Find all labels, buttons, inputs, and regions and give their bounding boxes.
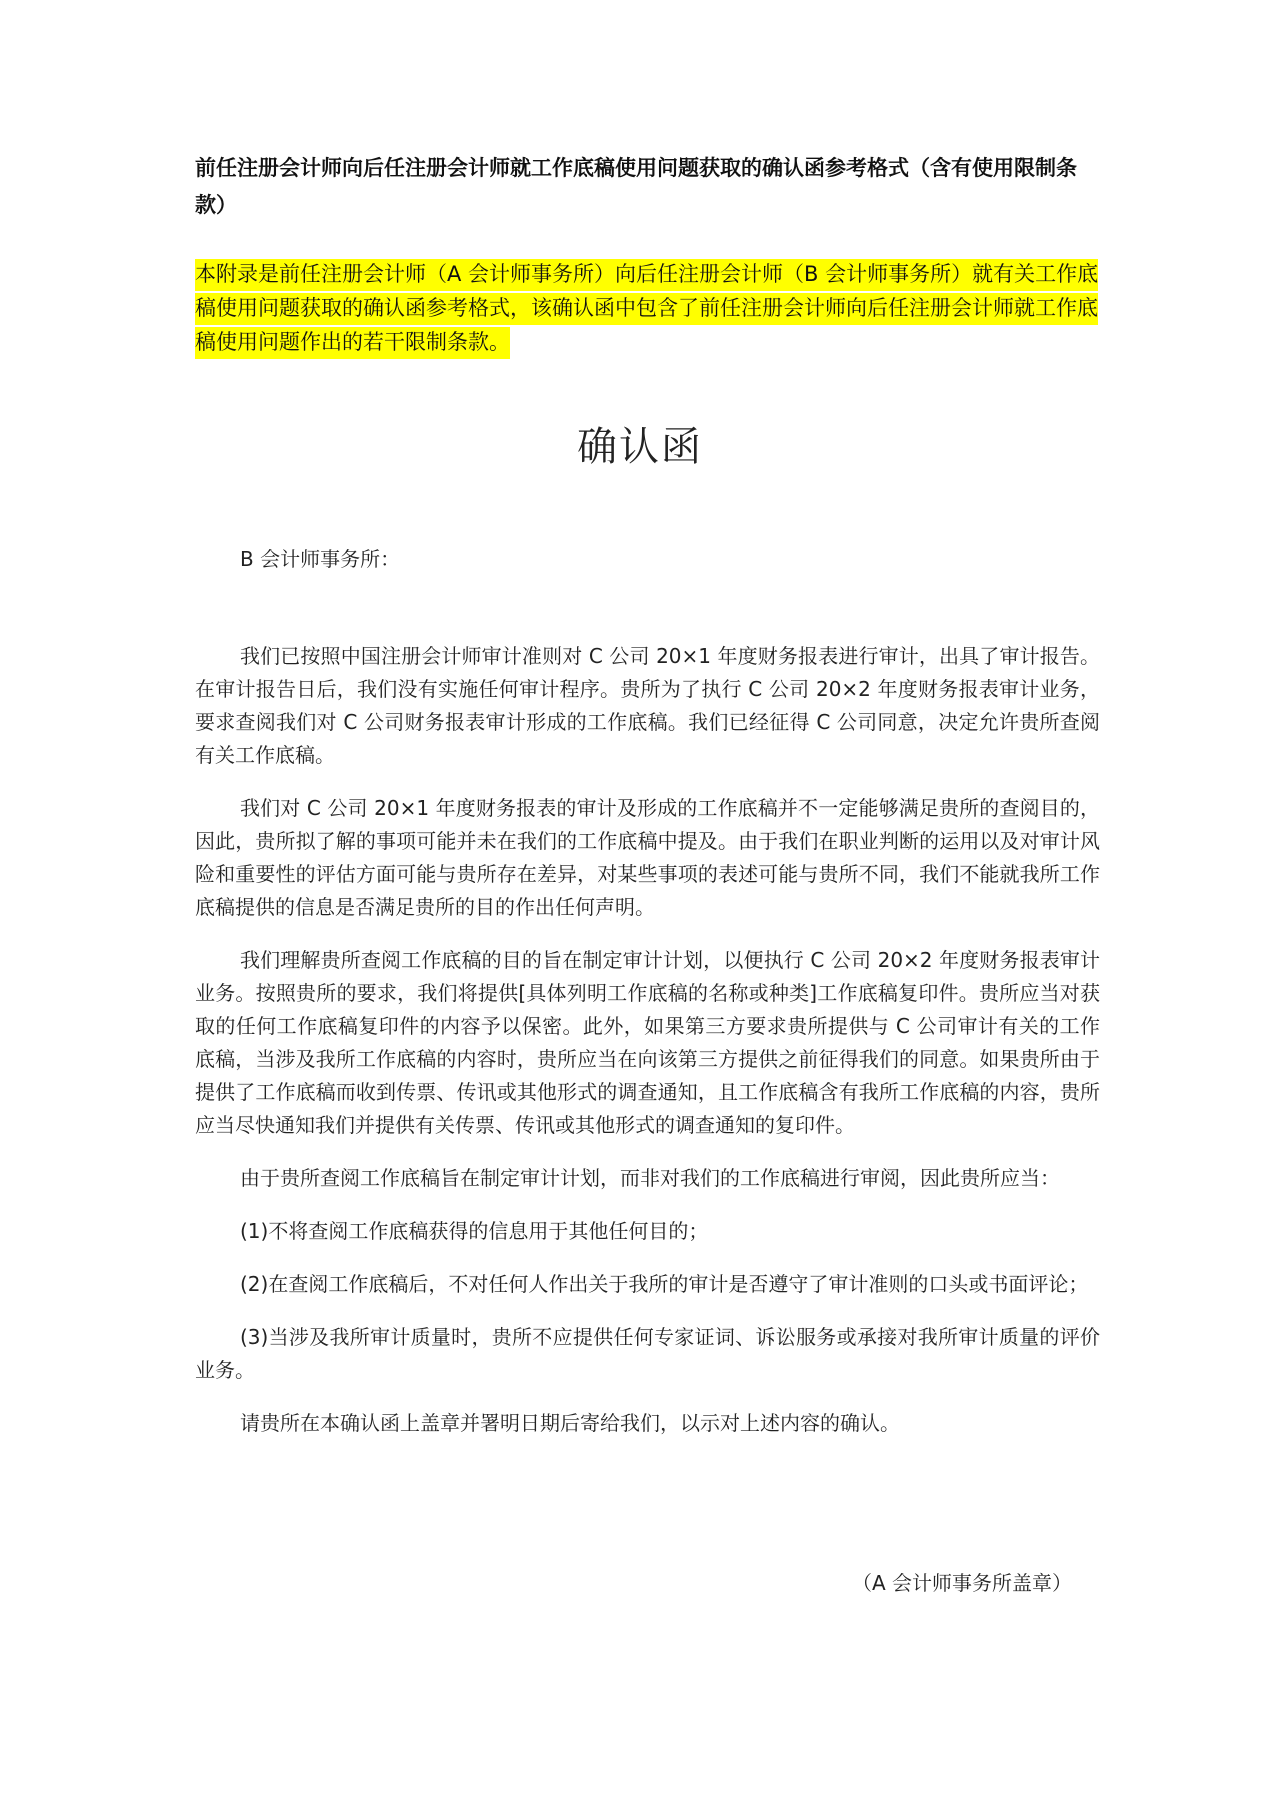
intro-highlight: 本附录是前任注册会计师（A 会计师事务所）向后任注册会计师（B 会计师事务所）就有关工作底稿使用问题获取的确认函参考格式，该确认函中包含了前任注册会计师向后任注册会计师就工作底稿使用问题作出的若干限制条款。 [195,259,1098,359]
salutation: B 会计师事务所： [240,547,401,571]
closing-paragraph: 请贵所在本确认函上盖章并署明日期后寄给我们，以示对上述内容的确认。 [240,1411,900,1435]
list-item: (1)不将查阅工作底稿获得的信息用于其他任何目的； [240,1219,709,1243]
list-item: (2)在查阅工作底稿后，不对任何人作出关于我所的审计是否遵守了审计准则的口头或书面评论； [240,1272,1089,1296]
paragraph: 我们对 C 公司 20×1 年度财务报表的审计及形成的工作底稿并不一定能够满足贵所的查阅目的，因此，贵所拟了解的事项可能并未在我们的工作底稿中提及。由于我们在职业判断的运用以及对审计风险和重要性的评估方面可能与贵所存在差异，对某些事项的表述可能与贵所不同，我们不能就我所工作底稿提供的信息是否满足贵所的目的作出任何声明。 [195,796,1100,919]
list-item: (3)当涉及我所审计质量时，贵所不应提供任何专家证词、诉讼服务或承接对我所审计质量的评价业务。 [195,1325,1100,1382]
document-heading: 前任注册会计师向后任注册会计师就工作底稿使用问题获取的确认函参考格式（含有使用限制条款） [195,156,1077,217]
paragraph: 我们理解贵所查阅工作底稿的目的旨在制定审计计划，以便执行 C 公司 20×2 年度财务报表审计业务。按照贵所的要求，我们将提供[具体列明工作底稿的名称或种类]工作底稿复印件。贵所应当对获取的任何工作底稿复印件的内容予以保密。此外，如果第三方要求贵所提供与 C 公司审计有关的工作底稿，当涉及我所工作底稿的内容时，贵所应当在向该第三方提供之前征得我们的同意。如果贵所由于提供了工作底稿而收到传票、传讯或其他形式的调查通知，且工作底稿含有我所工作底稿的内容，贵所应当尽快通知我们并提供有关传票、传讯或其他形式的调查通知的复印件。 [195,948,1100,1137]
letter-body [195,640,1100,1460]
letter-title: 确认函 [577,424,703,470]
intro-note [195,257,1100,359]
seal-line: （A 会计师事务所盖章） [851,1571,1072,1595]
paragraph: 我们已按照中国注册会计师审计准则对 C 公司 20×1 年度财务报表进行审计，出具了审计报告。在审计报告日后，我们没有实施任何审计程序。贵所为了执行 C 公司 20×2 年度财务报表审计业务，要求查阅我们对 C 公司财务报表审计形成的工作底稿。我们已经征得 C 公司同意，决定允许贵所查阅有关工作底稿。 [195,644,1100,767]
paragraph: 由于贵所查阅工作底稿旨在制定审计计划，而非对我们的工作底稿进行审阅，因此贵所应当： [240,1166,1060,1190]
